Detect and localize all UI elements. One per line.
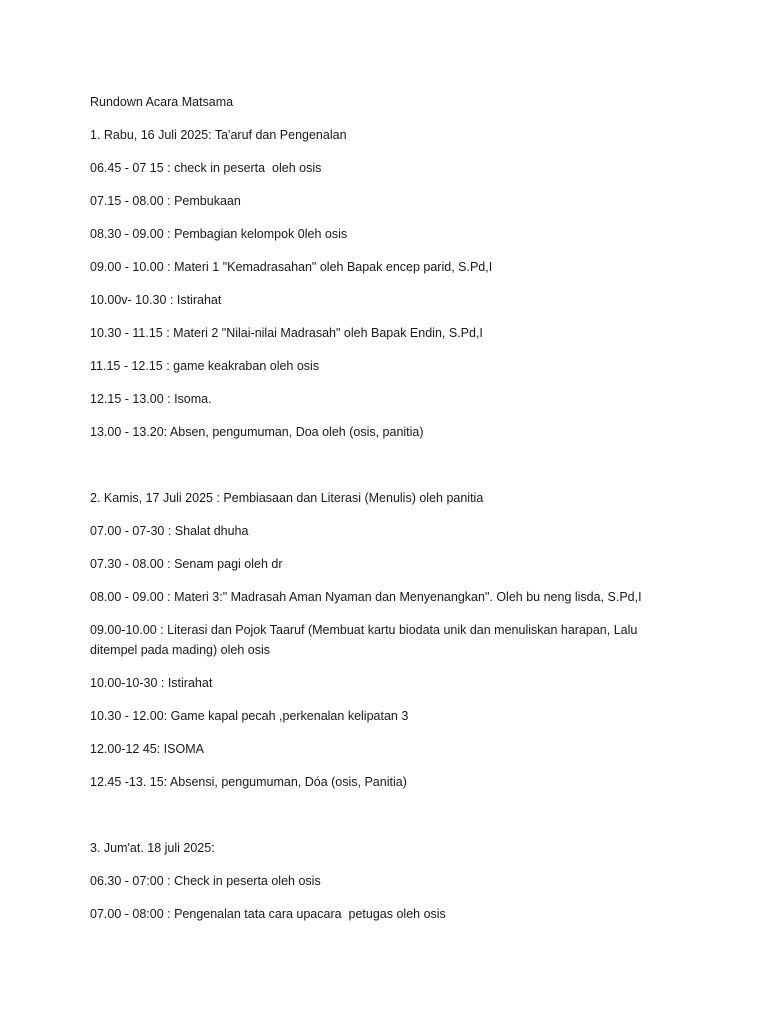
schedule-item: 10.00v- 10.30 : Istirahat [90, 293, 222, 307]
day3-heading: 3. Jum'at. 18 juli 2025: [90, 840, 215, 855]
schedule-item: 12.15 - 13.00 : Isoma. [90, 392, 212, 406]
day1-heading: 1. Rabu, 16 Juli 2025: Ta'aruf dan Pengenalan [90, 128, 347, 142]
schedule-item: 09.00 - 10.00 : Materi 1 "Kemadrasahan" oleh Bapak encep parid, S.Pd,I [90, 260, 493, 274]
section-spacer [90, 806, 670, 839]
schedule-item: 10.30 - 12.00: Game kapal pecah ,perkenalan kelipatan 3 [90, 708, 409, 723]
schedule-item: 11.15 - 12.15 : game keakraban oleh osis [90, 359, 320, 373]
section-spacer [90, 456, 670, 489]
schedule-item: 07.00 - 07-30 : Shalat dhuha [90, 524, 249, 538]
document-page [90, 93, 670, 938]
day2-heading: 2. Kamis, 17 Juli 2025 : Pembiasaan dan Literasi (Menulis) oleh panitia [90, 491, 484, 505]
schedule-item: 08.00 - 09.00 : Materi 3:" Madrasah Aman Nyaman dan Menyenangkan". Oleh bu neng lisda, S.Pd,I [90, 590, 642, 604]
schedule-item: 06.45 - 07 15 : check in peserta oleh osis [90, 161, 322, 175]
schedule-item: 07.00 - 08:00 : Pengenalan tata cara upacara petugas oleh osis [90, 906, 446, 921]
schedule-item: 08.30 - 09.00 : Pembagian kelompok 0leh osis [90, 227, 348, 241]
schedule-item: 13.00 - 13.20: Absen, pengumuman, Doa oleh (osis, panitia) [90, 425, 424, 439]
schedule-item: 12.45 -13. 15: Absensi, pengumuman, Dóa (osis, Panitia) [90, 774, 407, 789]
schedule-item: 07.15 - 08.00 : Pembukaan [90, 194, 241, 208]
schedule-item: 10.00-10-30 : Istirahat [90, 675, 213, 690]
schedule-item: 10.30 - 11.15 : Materi 2 "Nilai-nilai Madrasah" oleh Bapak Endin, S.Pd,I [90, 326, 483, 340]
schedule-item: 07.30 - 08.00 : Senam pagi oleh dr [90, 557, 283, 571]
schedule-item: 12.00-12 45: ISOMA [90, 741, 204, 756]
schedule-item: 09.00-10.00 : Literasi dan Pojok Taaruf (Membuat kartu biodata unik dan menuliskan harapan, Lalu ditempel pada mading) oleh osis [90, 623, 641, 657]
document-title: Rundown Acara Matsama [90, 95, 234, 109]
schedule-item: 06.30 - 07:00 : Check in peserta oleh osis [90, 873, 321, 888]
